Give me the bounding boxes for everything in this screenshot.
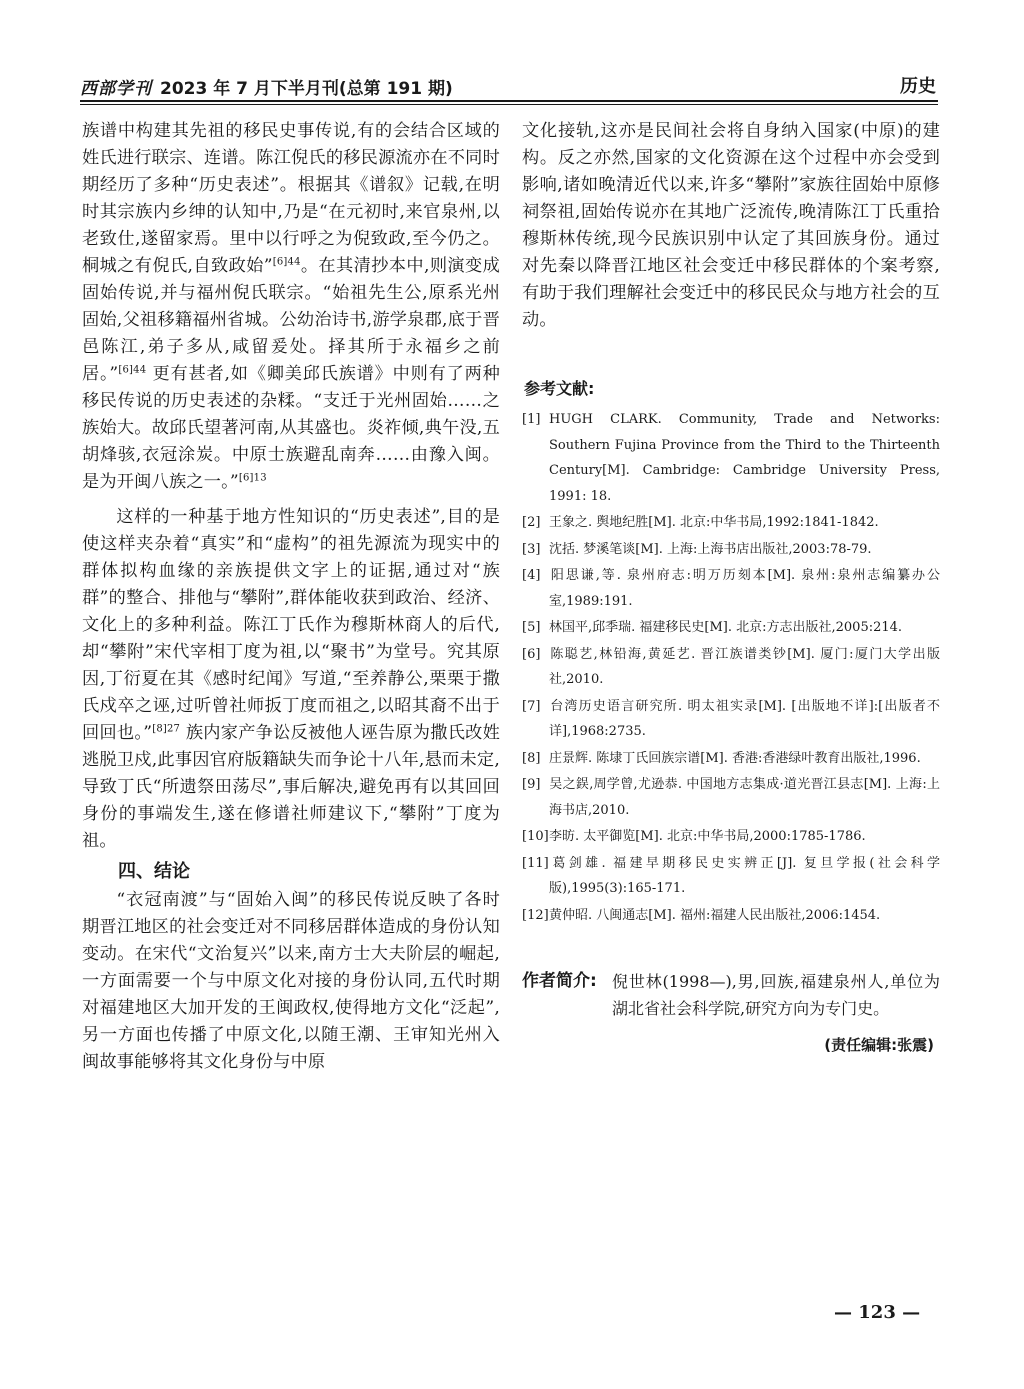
issue-info: 2023 年 7 月下半月刊(总第 191 期) xyxy=(160,79,453,99)
reference-text: 林国平,邱季瑞. 福建移民史[M]. 北京:方志出版社,2005:214. xyxy=(549,620,903,635)
page-header xyxy=(80,72,938,100)
reference-number: [3] xyxy=(522,541,541,557)
left-column xyxy=(82,118,500,1076)
paragraph-text: 这样的一种基于地方性知识的“历史表述”,目的是使这样夹杂着“真实”和“虚构”的祖先源流为现实中的群体拟构血缘的亲族提供文字上的证据,通过对“族群”的整合、排他与“攀附”,群体能收获到政治、经济、文化上的多种利益。陈江丁氏作为穆斯林商人的后代,却“攀附”宋代宰相丁度为祖,以“聚书”为堂号。究其原因,丁衍夏在其《感时纪闻》写道,“至养静公,栗栗于撒氏戍卒之诬,过听曾社师扳丁度而祖之,以昭其裔不出于回回也。” xyxy=(82,507,500,743)
reference-item xyxy=(522,903,940,929)
reference-item xyxy=(522,824,940,850)
page-number: — 123 — xyxy=(834,1302,921,1323)
header-rule-thick xyxy=(80,100,938,102)
reference-number: [6] xyxy=(522,646,541,662)
reference-item xyxy=(522,746,940,772)
reference-text: 葛剑雄. 福建早期移民史实辨正[J]. 复旦学报(社会科学版),1995(3):165-171. xyxy=(549,855,940,896)
author-bio-label: 作者简介: xyxy=(522,971,597,991)
reference-list xyxy=(522,407,940,928)
journal-logo: 西部学刊 xyxy=(80,79,152,99)
reference-text: 陈聪艺,林铅海,黄延艺. 晋江族谱类钞[M]. 厦门:厦门大学出版社,2010. xyxy=(549,646,940,687)
reference-number: [9] xyxy=(522,777,541,792)
reference-text: 沈括. 梦溪笔谈[M]. 上海:上海书店出版社,2003:78-79. xyxy=(549,541,872,557)
citation-mark: [6]13 xyxy=(238,472,267,484)
reference-text: 庄景辉. 陈埭丁氏回族宗谱[M]. 香港:香港绿叶教育出版社,1996. xyxy=(549,750,921,766)
reference-text: 吴之鋘,周学曾,尤逊恭. 中国地方志集成·道光晋江县志[M]. 上海:上海书店,2010. xyxy=(549,777,940,818)
reference-item xyxy=(522,615,940,641)
reference-text: 台湾历史语言研究所. 明太祖实录[M]. [出版地不详]:[出版者不详],1968:2735. xyxy=(549,698,940,739)
header-rule-thin xyxy=(80,104,938,105)
reference-number: [11] xyxy=(522,855,549,871)
reference-text: 王象之. 舆地纪胜[M]. 北京:中华书局,1992:1841-1842. xyxy=(549,515,879,530)
citation-mark: [8]27 xyxy=(152,723,181,735)
paragraph-text: 族谱中构建其先祖的移民史事传说,有的会结合区域的姓氏进行联宗、连谱。陈江倪氏的移民源流亦在不同时期经历了多种“历史表述”。根据其《谱叙》记载,在明时其宗族内乡绅的认知中,乃是“在元初时,来官泉州,以老致仕,遂留家焉。里中以行呼之为倪致政,至今仍之。桐城之有倪氏,自致政始” xyxy=(82,121,500,276)
paragraph-text: 。在其清抄本中,则演变成固始传说,并与福州倪氏联宗。“始祖先生公,原系光州固始,父祖移籍福州省城。公幼治诗书,游学泉郡,底于晋邑陈江,弟子多从,咸留爰处。择其所于永福乡之前居。” xyxy=(82,256,500,384)
reference-item xyxy=(522,642,940,693)
citation-mark: [6]44 xyxy=(118,364,147,376)
reference-number: [8] xyxy=(522,750,541,766)
reference-number: [1] xyxy=(522,412,541,427)
reference-item xyxy=(522,407,940,509)
reference-item xyxy=(522,851,940,902)
reference-item xyxy=(522,694,940,745)
references-heading: 参考文献: xyxy=(524,379,595,398)
reference-item xyxy=(522,510,940,536)
body-paragraph xyxy=(82,118,500,496)
reference-number: [10] xyxy=(522,829,549,844)
reference-number: [5] xyxy=(522,620,541,635)
reference-item xyxy=(522,563,940,614)
author-bio-text: 倪世林(1998—),男,回族,福建泉州人,单位为湖北省社会科学院,研究方向为专门史。 xyxy=(612,972,940,1018)
body-paragraph: “衣冠南渡”与“固始入闽”的移民传说反映了各时期晋江地区的社会变迁对不同移居群体造成的身份认知变动。在宋代“文治复兴”以来,南方士大夫阶层的崛起,一方面需要一个与中原文化对接的身份认同,五代时期对福建地区大加开发的王闽政权,使得地方文化“泛起”,另一方面也传播了中原文化,以随王潮、王审知光州入闽故事能够将其文化身份与中原 xyxy=(82,890,500,1072)
reference-item xyxy=(522,772,940,823)
reference-number: [4] xyxy=(522,568,541,583)
paragraph-text: 更有甚者,如《卿美邱氏族谱》中则有了两种移民传说的历史表述的杂糅。“支迁于光州固始……之族始大。故邱氏望著河南,从其盛也。炎祚倾,典午没,五胡烽骇,衣冠涂炭。中原士族避乱南奔……由豫入闽。是为开闽八族之一。” xyxy=(82,364,500,492)
citation-mark: [6]44 xyxy=(272,256,301,268)
reference-item xyxy=(522,537,940,563)
body-paragraph: 文化接轨,这亦是民间社会将自身纳入国家(中原)的建构。反之亦然,国家的文化资源在这个过程中亦会受到影响,诸如晚清近代以来,许多“攀附”家族往固始中原修祠祭祖,固始传说亦在其地广泛流传,晚清陈江丁氏重拾穆斯林传统,现今民族识别中认定了其回族身份。通过对先秦以降晋江地区社会变迁中移民群体的个案考察,有助于我们理解社会变迁中的移民民众与地方社会的互动。 xyxy=(522,121,940,330)
responsible-editor: (责任编辑:张震) xyxy=(824,1036,934,1054)
section-heading: 四、结论 xyxy=(118,861,190,882)
right-column xyxy=(522,118,940,1055)
reference-number: [12] xyxy=(522,907,549,923)
reference-text: 李昉. 太平御览[M]. 北京:中华书局,2000:1785-1786. xyxy=(549,829,866,844)
body-paragraph xyxy=(82,504,500,855)
author-bio xyxy=(522,968,940,1022)
reference-text: HUGH CLARK. Community, Trade and Networks: Southern Fujina Province from the Third to the Thirteenth Century[M]. Cambridge: Cambridge University Press, 1991: 18. xyxy=(549,412,940,504)
reference-number: [2] xyxy=(522,515,541,530)
section-name: 历史 xyxy=(900,76,936,97)
reference-text: 黄仲昭. 八闽通志[M]. 福州:福建人民出版社,2006:1454. xyxy=(549,907,881,923)
reference-number: [7] xyxy=(522,698,541,714)
paragraph-text: 族内家产争讼反被他人诬告原为撒氏改姓逃脱卫戍,此事因官府版籍缺失而争论十八年,悬而未定,导致丁氏“所遗祭田荡尽”,事后解决,避免再有以其回回身份的事端发生,遂在修谱社师建议下,“攀附”丁度为祖。 xyxy=(82,723,501,851)
reference-text: 阳思谦,等. 泉州府志:明万历刻本[M]. 泉州:泉州志编纂办公室,1989:191. xyxy=(549,568,940,609)
